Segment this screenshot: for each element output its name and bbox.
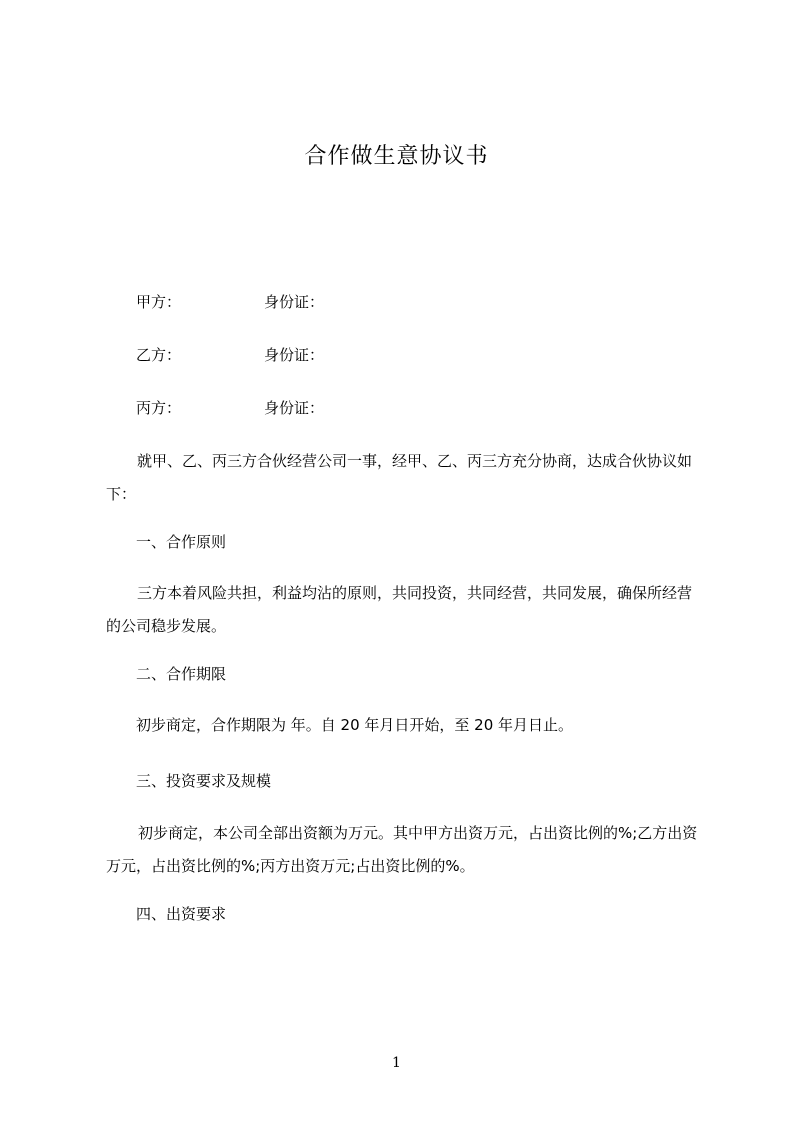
party-a-id-label: 身份证： [264,293,325,311]
party-c-label: 丙方： [136,399,182,417]
document-title: 合作做生意协议书 [304,144,489,169]
party-b-line [136,345,325,365]
section-2-body: 初步商定，合作期限为 年。自 20 年月日开始，至 20 年月日止。 [136,716,574,734]
party-c-id-label: 身份证： [264,399,325,417]
party-b-id-label: 身份证： [264,346,325,364]
section-3-heading: 三、投资要求及规模 [136,772,272,790]
party-b-label: 乙方： [136,346,182,364]
section-1-heading: 一、合作原则 [136,533,227,551]
section-2-heading: 二、合作期限 [136,665,227,683]
section-1-body: 三方本着风险共担，利益均沾的原则，共同投资，共同经营，共同发展，确保所经营的公司稳步发展。 [106,584,693,635]
section-4-heading: 四、出资要求 [136,905,227,923]
intro-paragraph: 就甲、乙、丙三方合伙经营公司一事，经甲、乙、丙三方充分协商，达成合伙协议如下： [106,452,693,503]
party-a-line [136,292,325,312]
party-a-label: 甲方： [136,293,182,311]
page-number: 1 [392,1055,401,1071]
party-c-line [136,398,325,418]
section-3-body: 初步商定，本公司全部出资额为万元。其中甲方出资万元，占出资比例的%;乙方出资万元，占出资比例的%;丙方出资万元;占出资比例的%。 [106,824,698,875]
